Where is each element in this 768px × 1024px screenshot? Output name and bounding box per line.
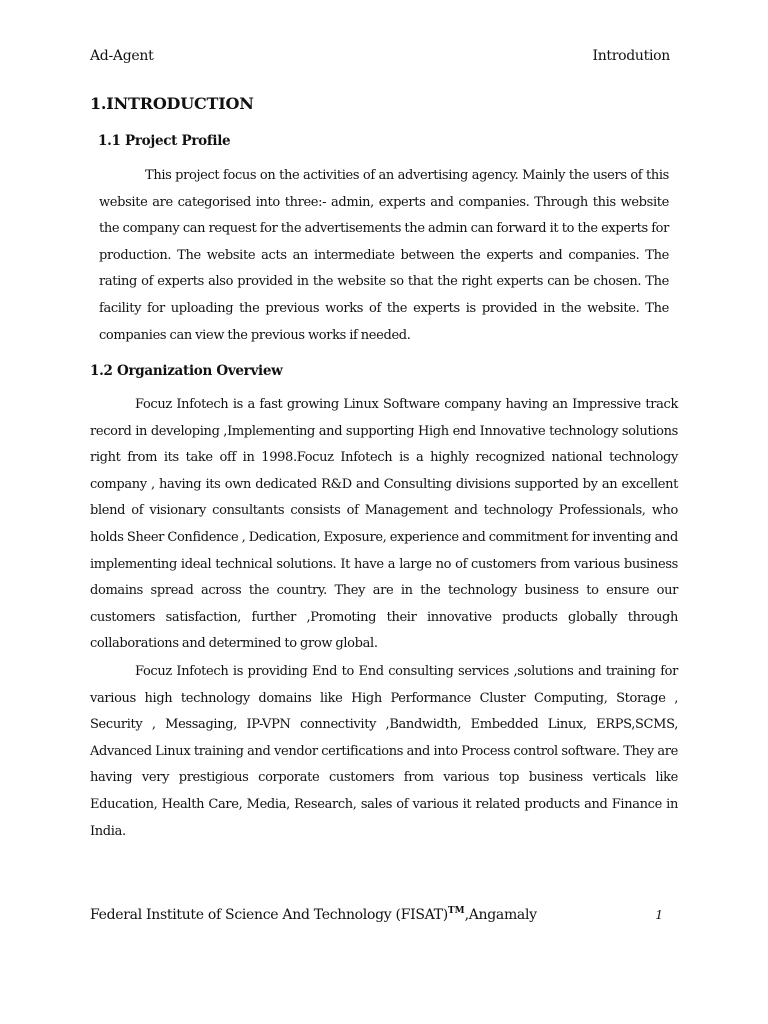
footer-institution bbox=[90, 906, 537, 923]
paragraph-project-profile: This project focus on the activities of an advertising agency. Mainly the users of this website are categorised into three:- admin, experts and companies. Through this website the company can request for the advertisements the admin can forward it to the experts for production. The website acts an intermediate between the experts and companies. The rating of experts also provided in the website so that the right experts can be chosen. The facility for uploading the previous works of the experts is provided in the website. The companies can view the previous works if needed. bbox=[99, 168, 669, 343]
chapter-title: 1.INTRODUCTION bbox=[90, 94, 254, 113]
section-heading-organization-overview: 1.2 Organization Overview bbox=[90, 363, 283, 379]
paragraph-organization-overview-2: Focuz Infotech is providing End to End consulting services ,solutions and training for various high technology domains like High Performance Cluster Computing, Storage , Security , Messaging, IP-VPN connectivity ,Bandwidth, Embedded Linux, ERPS,SCMS, Advanced Linux training and vendor certifications and into Process control software. They are having very prestigious corporate customers from various top business verticals like Education, Health Care, Media, Research, sales of various it related products and Finance in India. bbox=[90, 664, 678, 839]
trademark-mark: TM bbox=[447, 906, 465, 916]
footer-institution-name: Federal Institute of Science And Technology (FISAT) bbox=[90, 907, 448, 923]
section-heading-project-profile: 1.1 Project Profile bbox=[98, 133, 231, 149]
page-number: 1 bbox=[655, 908, 663, 922]
running-header-project-name: Ad-Agent bbox=[90, 48, 154, 64]
running-header-chapter-name: Introdution bbox=[592, 48, 670, 64]
paragraph-organization-overview-1: Focuz Infotech is a fast growing Linux Software company having an Impressive track record in developing ,Implementing and supporting High end Innovative technology solutions right from its take off in 1998.Focuz Infotech is a highly recognized national technology company , having its own dedicated R&D and Consulting divisions supported by an excellent blend of visionary consultants consists of Management and technology Professionals, who holds Sheer Confidence , Dedication, Exposure, experience and commitment for inventing and implementing ideal technical solutions. It have a large no of customers from various business domains spread across the country. They are in the technology business to ensure our customers satisfaction, further ,Promoting their innovative products globally through collaborations and determined to grow global. bbox=[90, 397, 678, 652]
footer-location: ,Angamaly bbox=[464, 907, 537, 923]
